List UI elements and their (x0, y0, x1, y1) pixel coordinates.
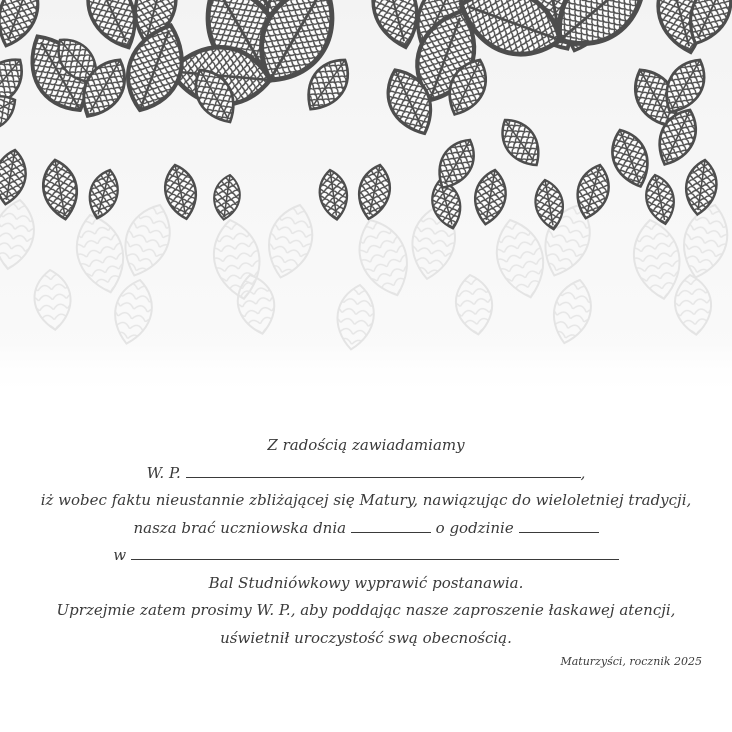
place-blank (131, 542, 619, 560)
place-prefix: w (113, 546, 127, 564)
ball-text: Bal Studniówkowy wyprawić postanawia. (208, 573, 524, 592)
date-line (0, 515, 732, 543)
reason-line (0, 487, 732, 515)
invitation-text (0, 432, 732, 652)
date-blank (351, 515, 431, 533)
time-label: o godzinie (435, 518, 514, 537)
time-blank (519, 515, 599, 533)
ball-line (0, 570, 732, 598)
addressee-blank (186, 460, 581, 478)
announce-text: Z radością zawiadamiamy (267, 436, 465, 454)
signature: Maturzyści, rocznik 2025 (560, 655, 702, 668)
request-text: Uprzejmie zatem prosimy W. P., aby poddając nasze zaproszenie łaskawej atencji, (56, 601, 676, 619)
announce-line (0, 432, 732, 460)
addressee-line (0, 460, 732, 488)
honor-line (0, 625, 732, 653)
addressee-suffix: , (580, 463, 586, 482)
date-label: nasza brać uczniowska dnia (133, 518, 347, 537)
reason-text: iż wobec faktu nieustannie zbliżającej się Matury, nawiązując do wieloletniej tradycji, (40, 491, 692, 509)
honor-text: uświetnił uroczystość swą obecnością. (220, 628, 512, 647)
request-line (0, 597, 732, 625)
place-line (0, 542, 732, 570)
addressee-prefix: W. P. (146, 463, 181, 482)
